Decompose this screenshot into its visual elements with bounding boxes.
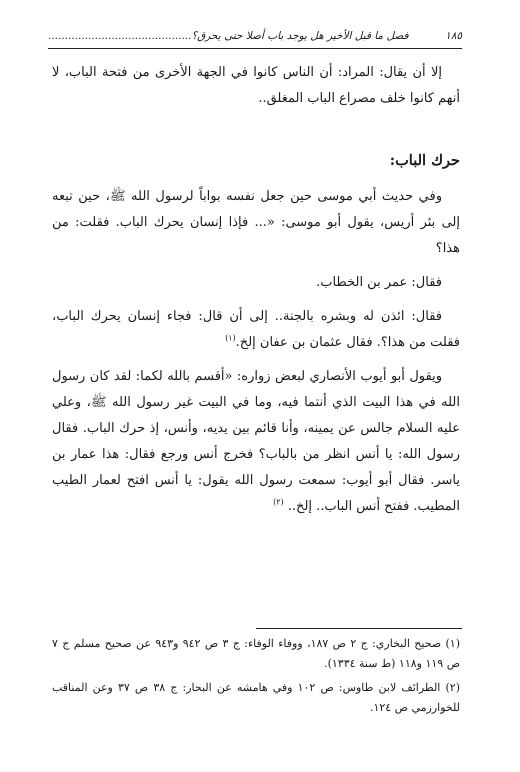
header-rule: [48, 48, 462, 49]
main-text: [52, 60, 460, 528]
section-heading: حرك الباب:: [389, 152, 460, 169]
footnote-ref-1: (١): [225, 333, 236, 343]
running-header: [48, 30, 462, 42]
footnote-2: (٢) الطرائف لابن طاوس: ص ١٠٢ وفي هامشه عن البحار: ج ٣٨ ص ٣٧ وعن المناقب للخوارزمي ص ١٢٤.: [52, 681, 460, 714]
paragraph-5: [52, 364, 460, 520]
paragraph-4: [52, 304, 460, 356]
footnote-ref-2: (٢): [273, 497, 284, 507]
paragraph-4-text: فقال: ائذن له وبشره بالجنة.. إلى أن قال: فجاء إنسان يحرك الباب، فقلت من هذا؟. فقال عثمان بن عفان إلخ.: [52, 309, 460, 350]
paragraph-5-text: ويقول أبو أيوب الأنصاري لبعض زواره: «أقسم بالله لكما: لقد كان رسول الله في هذا البيت الذي أنتما فيه، وما في البيت غير رسول الله ﷺ، وعلي عليه السلام جالس عن يمينه، وأنا قائم بين يديه، وأنس، إذ حرك الباب. فقال رسول الله: يا أنس انظر من بالباب؟ فخرج أنس ورجع فقال: هذا عمار بن ياسر. فقال أبو أيوب: سمعت رسول الله يقول: يا أنس افتح لعمار الطيب المطيب. ففتح أنس الباب.. إلخ..: [52, 369, 460, 514]
paragraph-1: إلا أن يقال: المراد: أن الناس كانوا في الجهة الأخرى من فتحة الباب، لا أنهم كانوا خلف مصراع الباب المغلق..: [52, 65, 460, 106]
paragraph-3: فقال: عمر بن الخطاب.: [316, 275, 442, 290]
footnotes: [52, 634, 460, 722]
footnote-rule: [256, 628, 462, 629]
footnote-1: (١) صحيح البخاري: ج ٢ ص ١٨٧، ووفاء الوفاء: ج ٣ ص ٩٤٢ و٩٤٣ عن صحيح مسلم ج ٧ ص ١١٩ و١١٨ (ط سنة ١٣٣٤).: [52, 637, 461, 670]
paragraph-2: وفي حديث أبي موسى حين جعل نفسه بواباً لرسول الله ﷺ، حين تبعه إلى بئر أريس، يقول أبو موسى: «... فإذا إنسان يحرك الباب. فقلت: من هذا؟: [52, 189, 460, 256]
running-title: فصل ما قبل الأخير هل يوجد باب أصلا حتى يحرق؟...........................................: [48, 30, 409, 42]
page-number: ١٨٥: [445, 30, 462, 42]
